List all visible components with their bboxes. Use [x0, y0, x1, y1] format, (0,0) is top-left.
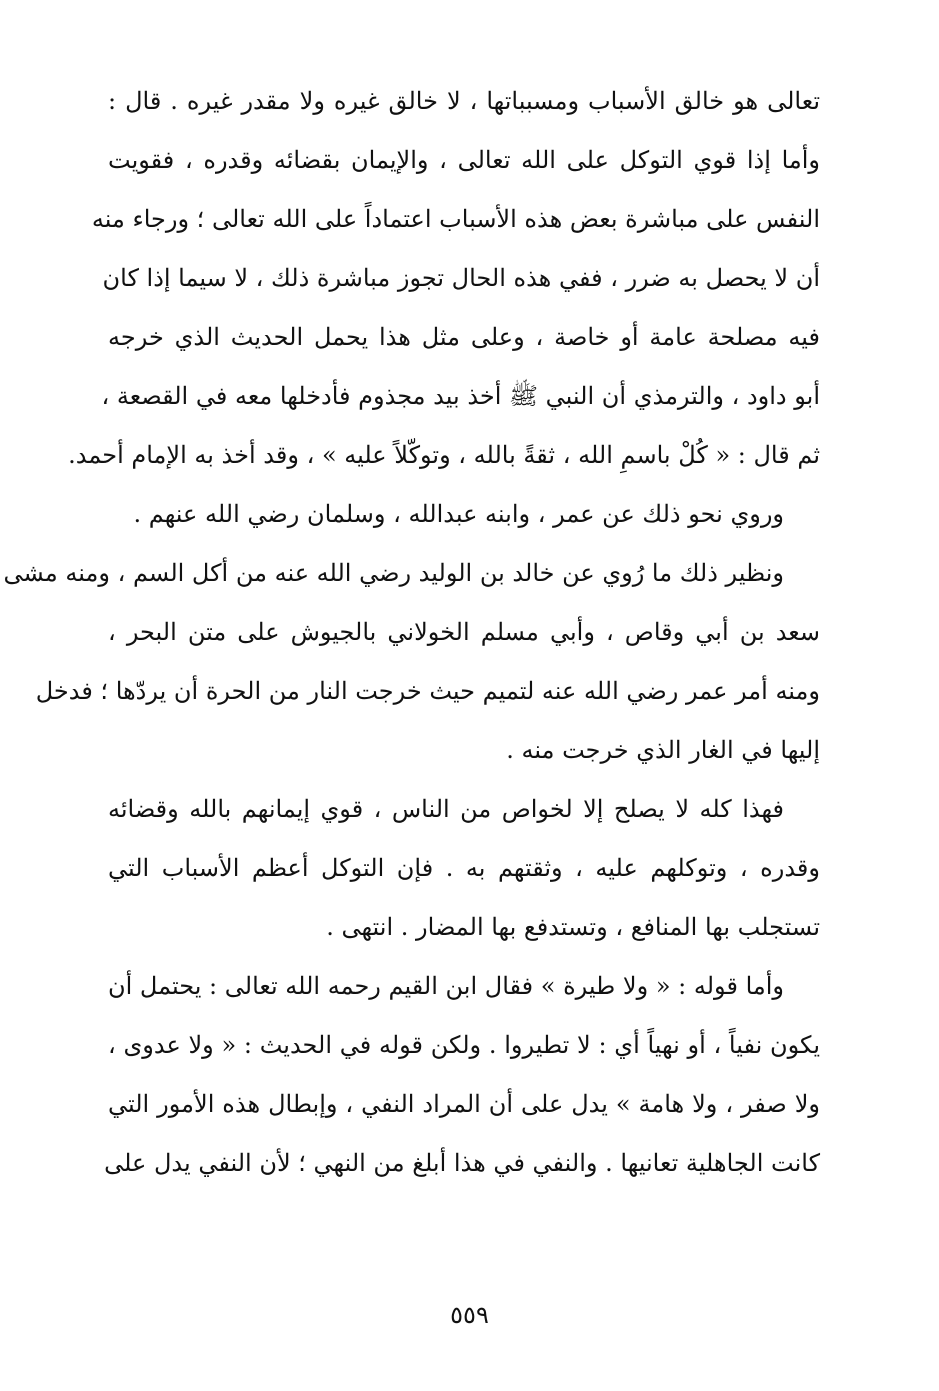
- text-line: ثم قال : « كُلْ باسمِ الله ، ثقةً بالله ، وتوكّلاً عليه » ، وقد أخذ به الإمام أحمد.: [68, 441, 820, 469]
- text-line: ومنه أمر عمر رضي الله عنه لتميم حيث خرجت النار من الحرة أن يردّها ؛ فدخل: [35, 677, 820, 705]
- text-line: أبو داود ، والترمذي أن النبي ﷺ أخذ بيد مجذوم فأدخلها معه في القصعة ،: [101, 382, 820, 410]
- page-number: ٥٥٩: [450, 1301, 489, 1329]
- text-line: وأما إذا قوي التوكل على الله تعالى ، والإيمان بقضائه وقدره ، فقويت: [108, 146, 820, 174]
- text-line: وقدره ، وتوكلهم عليه ، وثقتهم به . فإن التوكل أعظم الأسباب التي: [108, 854, 820, 882]
- text-line: وأما قوله : « ولا طيرة » فقال ابن القيم رحمه الله تعالى : يحتمل أن: [108, 972, 784, 1000]
- text-line: ولا صفر ، ولا هامة » يدل على أن المراد النفي ، وإبطال هذه الأمور التي: [108, 1090, 821, 1118]
- text-line: أن لا يحصل به ضرر ، ففي هذه الحال تجوز مباشرة ذلك ، لا سيما إذا كان: [102, 264, 820, 292]
- text-line: تعالى هو خالق الأسباب ومسبباتها ، لا خالق غيره ولا مقدر غيره . قال :: [108, 87, 820, 115]
- text-line: يكون نفياً ، أو نهياً أي : لا تطيروا . ولكن قوله في الحديث : « ولا عدوى ،: [108, 1031, 820, 1059]
- text-line: سعد بن أبي وقاص ، وأبي مسلم الخولاني بالجيوش على متن البحر ،: [108, 618, 820, 646]
- text-line: إليها في الغار الذي خرجت منه .: [506, 736, 820, 764]
- text-line: كانت الجاهلية تعانيها . والنفي في هذا أبلغ من النهي ؛ لأن النفي يدل على: [104, 1149, 820, 1177]
- text-line: النفس على مباشرة بعض هذه الأسباب اعتماداً على الله تعالى ؛ ورجاء منه: [91, 205, 820, 233]
- text-line: وروي نحو ذلك عن عمر ، وابنه عبدالله ، وسلمان رضي الله عنهم .: [133, 500, 784, 528]
- text-line: فيه مصلحة عامة أو خاصة ، وعلى مثل هذا يحمل الحديث الذي خرجه: [108, 323, 820, 351]
- text-line: ونظير ذلك ما رُوي عن خالد بن الوليد رضي الله عنه من أكل السم ، ومنه مشى: [3, 559, 784, 587]
- text-line: تستجلب بها المنافع ، وتستدفع بها المضار . انتهى .: [326, 913, 820, 941]
- text-line: فهذا كله لا يصلح إلا لخواص من الناس ، قوي إيمانهم بالله وقضائه: [108, 795, 784, 823]
